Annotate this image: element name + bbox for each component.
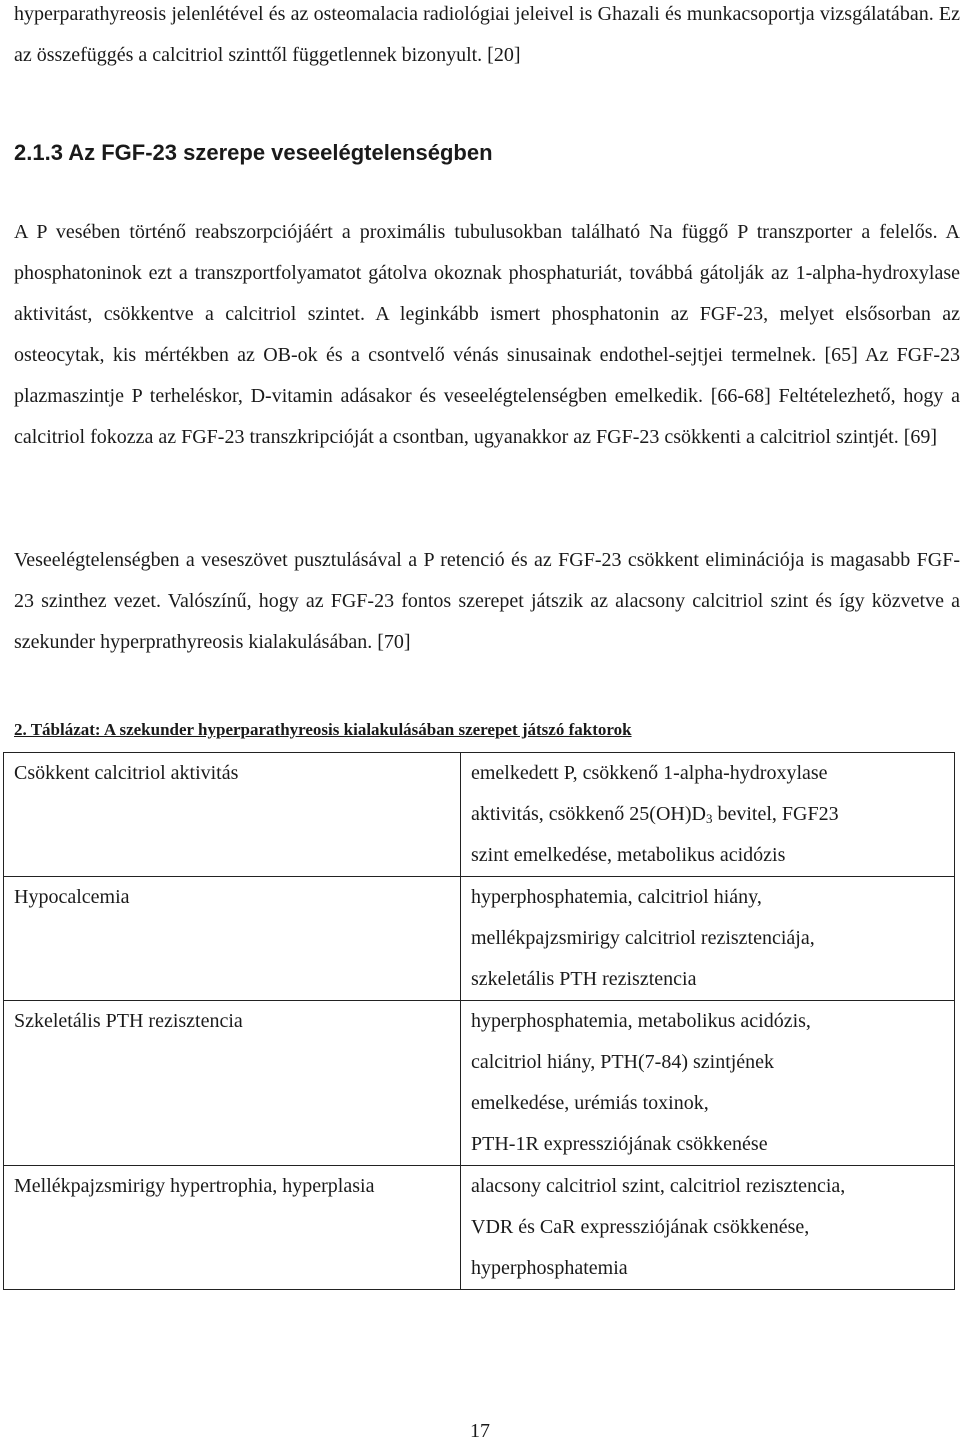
cause-line: PTH-1R expressziójának csökkenése — [471, 1133, 768, 1155]
cause-line: szint emelkedése, metabolikus acidózis — [471, 844, 786, 866]
factors-table — [3, 752, 955, 1290]
factor-cell: Szkeletális PTH rezisztencia — [4, 1001, 461, 1166]
cause-line: emelkedett P, csökkenő 1-alpha-hydroxylase — [471, 762, 828, 784]
cause-line: szkeletális PTH rezisztencia — [471, 968, 697, 990]
body-paragraph-1: A P vesében történő reabszorpciójáért a proximális tubulusokban található Na függő P transzporter a felelős. A phosphatoninok ezt a transzportfolyamatot gátolva okoznak phosphaturiát, továbbá gátolják az 1-alpha-hydroxylase aktivitást, csökkentve a calcitriol szintet. A leginkább ismert phosphatonin az FGF-23, melyet elsősorban az osteocytak, kis mértékben az OB-ok és a csontvelő vénás sinusainak endothel-sejtjei termelnek. [65] Az FGF-23 plazmaszintje P terheléskor, D-vitamin adásakor és veseelégtelenségben emelkedik. [66-68] Feltételezhető, hogy a calcitriol fokozza az FGF-23 transzkripcióját a csontban, ugyanakkor az FGF-23 csökkenti a calcitriol szintjét. [69] — [14, 221, 960, 448]
page-number: 17 — [470, 1420, 490, 1442]
table-caption: 2. Táblázat: A szekunder hyperparathyreosis kialakulásában szerepet játszó faktorok — [14, 720, 632, 739]
factor-cell: Csökkent calcitriol aktivitás — [4, 753, 461, 877]
section-heading: 2.1.3 Az FGF-23 szerepe veseelégtelenségben — [14, 140, 493, 165]
causes-cell — [461, 1166, 955, 1290]
intro-paragraph: hyperparathyreosis jelenlétével és az osteomalacia radiológiai jeleivel is Ghazali és munkacsoportja vizsgálatában. Ez az összefüggés a calcitriol szinttől függetlennek bizonyult. [20] — [14, 3, 960, 66]
cause-line: calcitriol hiány, PTH(7-84) szintjének — [471, 1051, 775, 1073]
body-paragraph-2: Veseelégtelenségben a veseszövet pusztulásával a P retenció és az FGF-23 csökkent eliminációja is magasabb FGF-23 szinthez vezet. Valószínű, hogy az FGF-23 fontos szerepet játszik az alacsony calcitriol szint és így közvetve a szekunder hyperprathyreosis kialakulásában. [70] — [14, 549, 960, 653]
cause-line: mellékpajzsmirigy calcitriol rezisztenciája, — [471, 927, 815, 949]
causes-cell — [461, 1001, 955, 1166]
cause-line: VDR és CaR expressziójának csökkenése, — [471, 1216, 810, 1238]
cause-line: hyperphosphatemia, calcitriol hiány, — [471, 886, 762, 908]
table-row — [4, 877, 955, 1001]
causes-cell — [461, 877, 955, 1001]
cause-line: emelkedése, urémiás toxinok, — [471, 1092, 709, 1114]
subscript: 3 — [705, 811, 713, 826]
table-row — [4, 753, 955, 877]
factor-cell: Mellékpajzsmirigy hypertrophia, hyperplasia — [4, 1166, 461, 1290]
cause-line: hyperphosphatemia — [471, 1257, 628, 1279]
cause-line: alacsony calcitriol szint, calcitriol rezisztencia, — [471, 1175, 846, 1197]
causes-cell — [461, 753, 955, 877]
table-row — [4, 1166, 955, 1290]
cause-line: hyperphosphatemia, metabolikus acidózis, — [471, 1010, 811, 1032]
cause-line: aktivitás, csökkenő $25(OH)D_3$ bevitel, FGF23 — [471, 803, 839, 826]
factor-cell: Hypocalcemia — [4, 877, 461, 1001]
table-row — [4, 1001, 955, 1166]
